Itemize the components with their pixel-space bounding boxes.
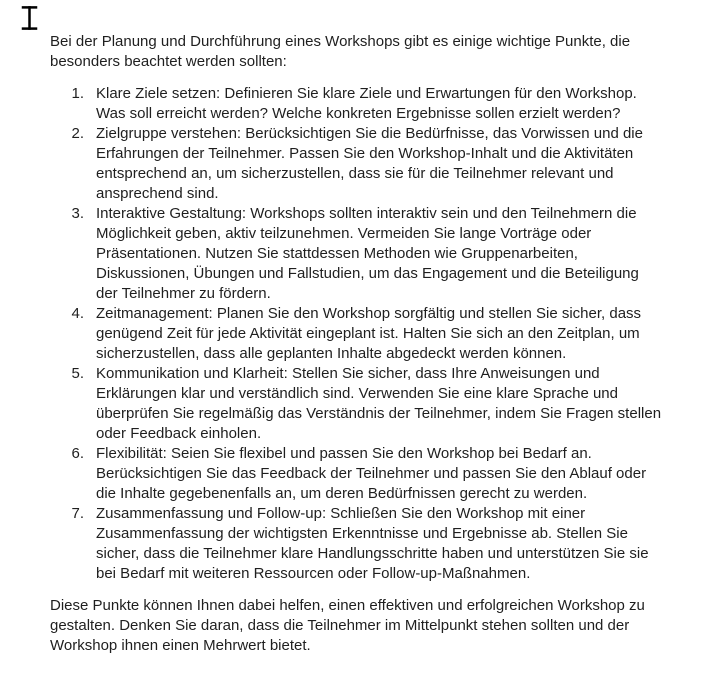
list-item bbox=[50, 124, 664, 204]
list-item bbox=[50, 444, 664, 504]
text-ibeam-cursor-icon bbox=[21, 5, 38, 31]
list-item-text: Zeitmanagement: Planen Sie den Workshop sorgfältig und stellen Sie sicher, dass genügend Zeit für jede Aktivität eingeplant ist. Halten Sie sich an den Zeitplan, um sicherzustellen, dass alle geplanten Inhalte abgedeckt werden können. bbox=[96, 305, 642, 362]
list-item-number: 3. bbox=[71, 205, 84, 222]
list-item bbox=[50, 84, 664, 124]
numbered-list bbox=[50, 84, 664, 584]
list-item-text: Flexibilität: Seien Sie flexibel und passen Sie den Workshop bei Bedarf an. Berücksichtigen Sie das Feedback der Teilnehmer und passen Sie den Ablauf oder die Inhalte gegebenenfalls an, um deren Bedürfnissen gerecht zu werden. bbox=[96, 445, 647, 502]
list-item bbox=[50, 304, 664, 364]
list-item bbox=[50, 504, 664, 584]
list-item-text: Kommunikation und Klarheit: Stellen Sie sicher, dass Ihre Anweisungen und Erklärungen klar und verständlich sind. Verwenden Sie eine klare Sprache und überprüfen Sie regelmäßig das Verständnis der Teilnehmer, indem Sie Fragen stellen oder Feedback einholen. bbox=[96, 365, 662, 442]
list-item-number: 5. bbox=[71, 365, 84, 382]
list-item-number: 6. bbox=[71, 445, 84, 462]
list-item-number: 1. bbox=[71, 85, 84, 102]
list-item-number: 2. bbox=[71, 125, 84, 142]
document-content bbox=[50, 32, 664, 656]
closing-paragraph: Diese Punkte können Ihnen dabei helfen, einen effektiven und erfolgreichen Workshop zu gestalten. Denken Sie daran, dass die Teilnehmer im Mittelpunkt stehen sollten und der Workshop ihnen einen Mehrwert bietet. bbox=[50, 597, 645, 654]
list-item-text: Interaktive Gestaltung: Workshops sollten interaktiv sein und den Teilnehmern die Möglichkeit geben, aktiv teilzunehmen. Vermeiden Sie lange Vorträge oder Präsentationen. Nutzen Sie stattdessen Methoden wie Gruppenarbeiten, Diskussionen, Übungen und Fallstudien, um das Engagement und die Beteiligung der Teilnehmer zu fördern. bbox=[96, 205, 639, 302]
list-item-text: Zielgruppe verstehen: Berücksichtigen Sie die Bedürfnisse, das Vorwissen und die Erfahrungen der Teilnehmer. Passen Sie den Workshop-Inhalt und die Aktivitäten entsprechend an, um sicherzustellen, dass sie für die Teilnehmer relevant und ansprechend sind. bbox=[96, 125, 643, 202]
list-item-text: Zusammenfassung und Follow-up: Schließen Sie den Workshop mit einer Zusammenfassung der wichtigsten Erkenntnisse und Ergebnisse ab. Stellen Sie sicher, dass die Teilnehmer klare Handlungsschritte haben und unterstützen Sie sie bei Bedarf mit weiteren Ressourcen oder Follow-up-Maßnahmen. bbox=[96, 505, 649, 582]
list-item-number: 4. bbox=[71, 305, 84, 322]
list-item bbox=[50, 364, 664, 444]
list-item bbox=[50, 204, 664, 304]
list-item-number: 7. bbox=[71, 505, 84, 522]
list-item-text: Klare Ziele setzen: Definieren Sie klare Ziele und Erwartungen für den Workshop. Was soll erreicht werden? Welche konkreten Ergebnisse sollen erzielt werden? bbox=[96, 85, 637, 122]
intro-paragraph: Bei der Planung und Durchführung eines Workshops gibt es einige wichtige Punkte, die besonders beachtet werden sollten: bbox=[50, 33, 631, 70]
